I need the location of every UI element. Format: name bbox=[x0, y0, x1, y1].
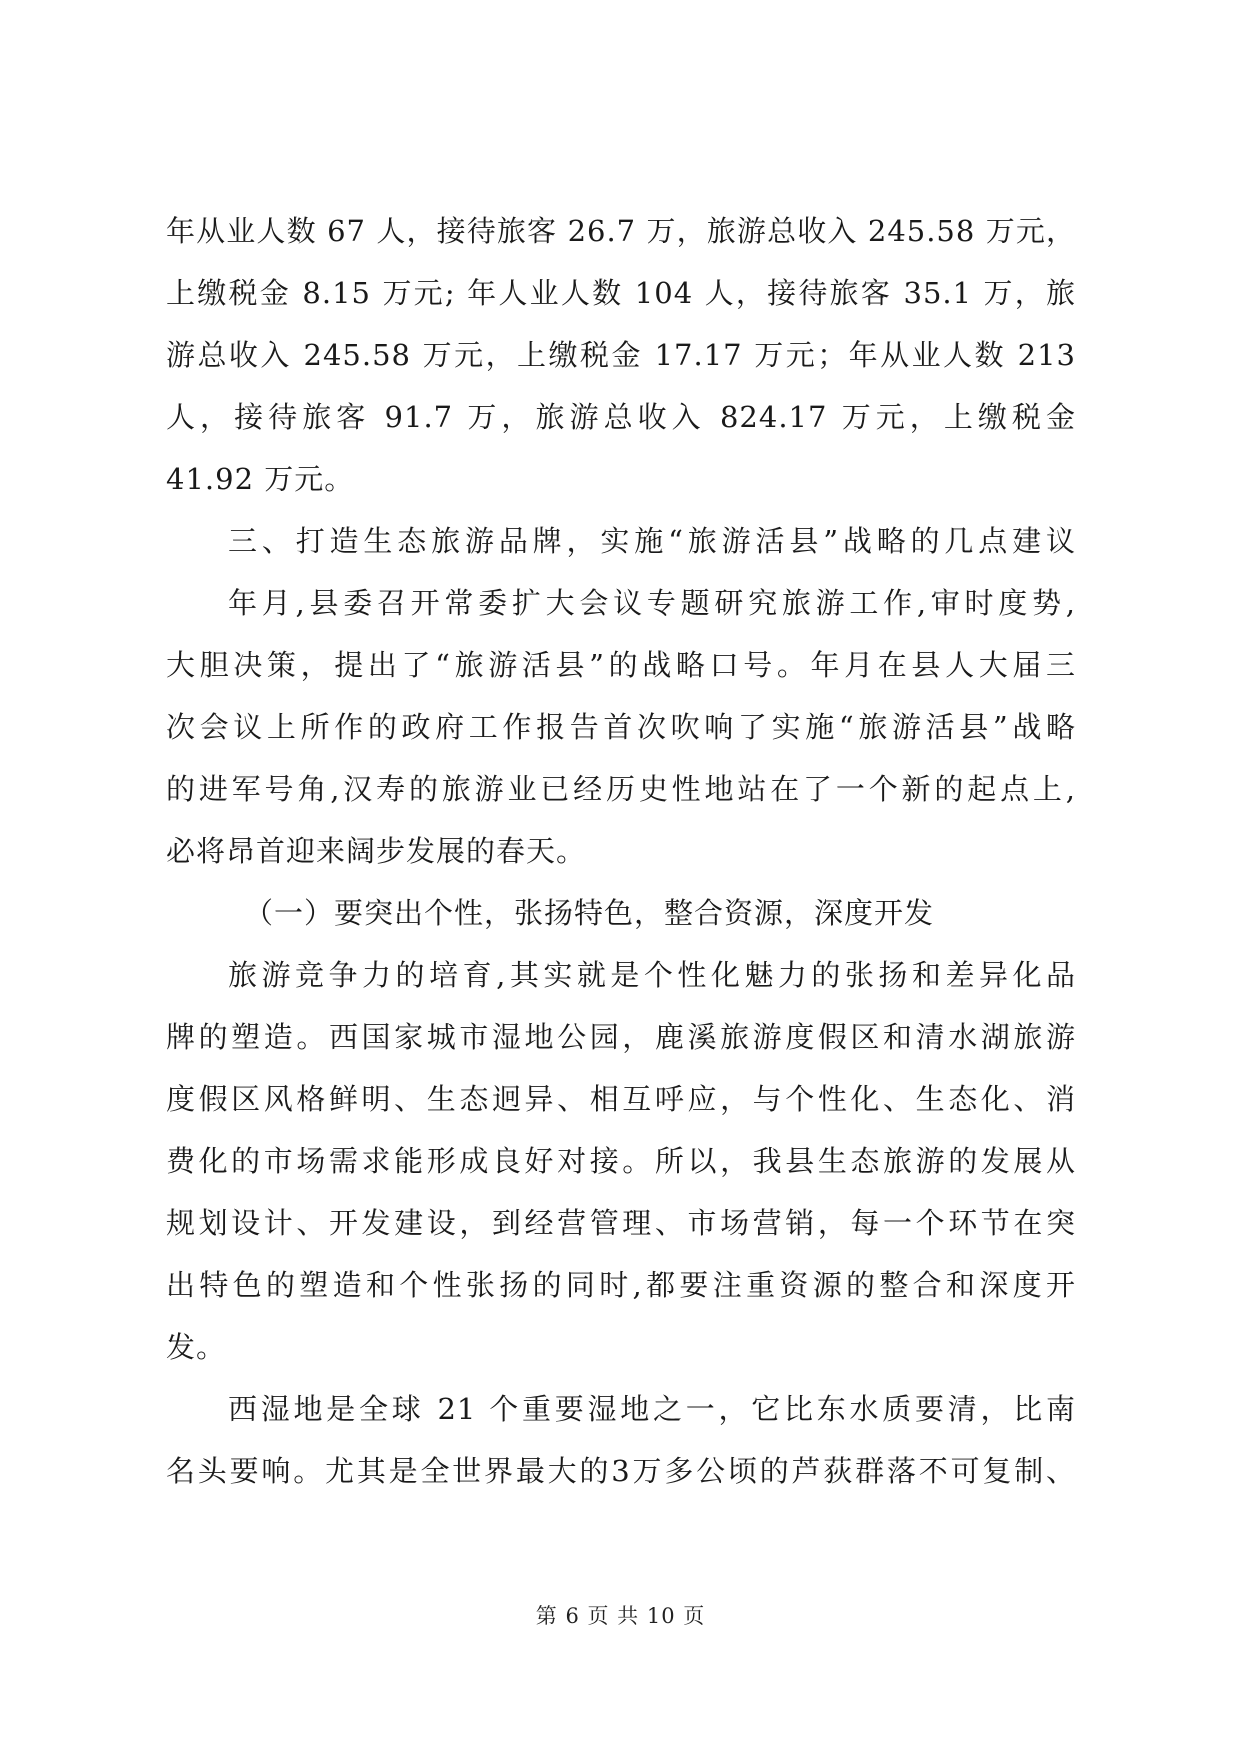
text-line: 年从业人数 67 人，接待旅客 26.7 万，旅游总收入 245.58 万元， bbox=[166, 214, 1076, 248]
section-heading: 三、打造生态旅游品牌，实施“旅游活县”战略的几点建议 bbox=[228, 524, 1076, 558]
text-line: 西湿地是全球 21 个重要湿地之一，它比东水质要清，比南 bbox=[228, 1392, 1076, 1426]
text-line: 年月,县委召开常委扩大会议专题研究旅游工作,审时度势, bbox=[228, 586, 1076, 620]
text-line: 出特色的塑造和个性张扬的同时,都要注重资源的整合和深度开 bbox=[166, 1268, 1076, 1302]
text-line: 规划设计、开发建设，到经营管理、市场营销，每一个环节在突 bbox=[166, 1206, 1076, 1240]
text-line: 牌的塑造。西国家城市湿地公园，鹿溪旅游度假区和清水湖旅游 bbox=[166, 1020, 1076, 1054]
text-line: 的进军号角,汉寿的旅游业已经历史性地站在了一个新的起点上, bbox=[166, 772, 1076, 806]
text-line: 次会议上所作的政府工作报告首次吹响了实施“旅游活县”战略 bbox=[166, 710, 1076, 744]
text-line: 必将昂首迎来阔步发展的春天。 bbox=[166, 834, 587, 868]
subsection-heading: （一）要突出个性，张扬特色，整合资源，深度开发 bbox=[244, 896, 935, 930]
document-body bbox=[166, 200, 1076, 1502]
text-line: 人，接待旅客 91.7 万，旅游总收入 824.17 万元，上缴税金 bbox=[166, 400, 1076, 434]
text-line: 度假区风格鲜明、生态迥异、相互呼应，与个性化、生态化、消 bbox=[166, 1082, 1076, 1116]
page-number: 第 6 页 共 10 页 bbox=[535, 1604, 706, 1628]
text-line: 上缴税金 8.15 万元; 年人业人数 104 人，接待旅客 35.1 万，旅 bbox=[166, 276, 1076, 310]
text-line: 旅游竞争力的培育,其实就是个性化魅力的张扬和差异化品 bbox=[228, 958, 1076, 992]
text-line: 名头要响。尤其是全世界最大的3万多公顷的芦荻群落不可复制、 bbox=[166, 1454, 1076, 1488]
text-line: 大胆决策，提出了“旅游活县”的战略口号。年月在县人大届三 bbox=[166, 648, 1076, 682]
text-line: 游总收入 245.58 万元，上缴税金 17.17 万元；年从业人数 213 bbox=[166, 338, 1076, 372]
text-line: 41.92 万元。 bbox=[166, 462, 355, 496]
text-line: 费化的市场需求能形成良好对接。所以，我县生态旅游的发展从 bbox=[166, 1144, 1076, 1178]
text-line: 发。 bbox=[166, 1330, 227, 1364]
